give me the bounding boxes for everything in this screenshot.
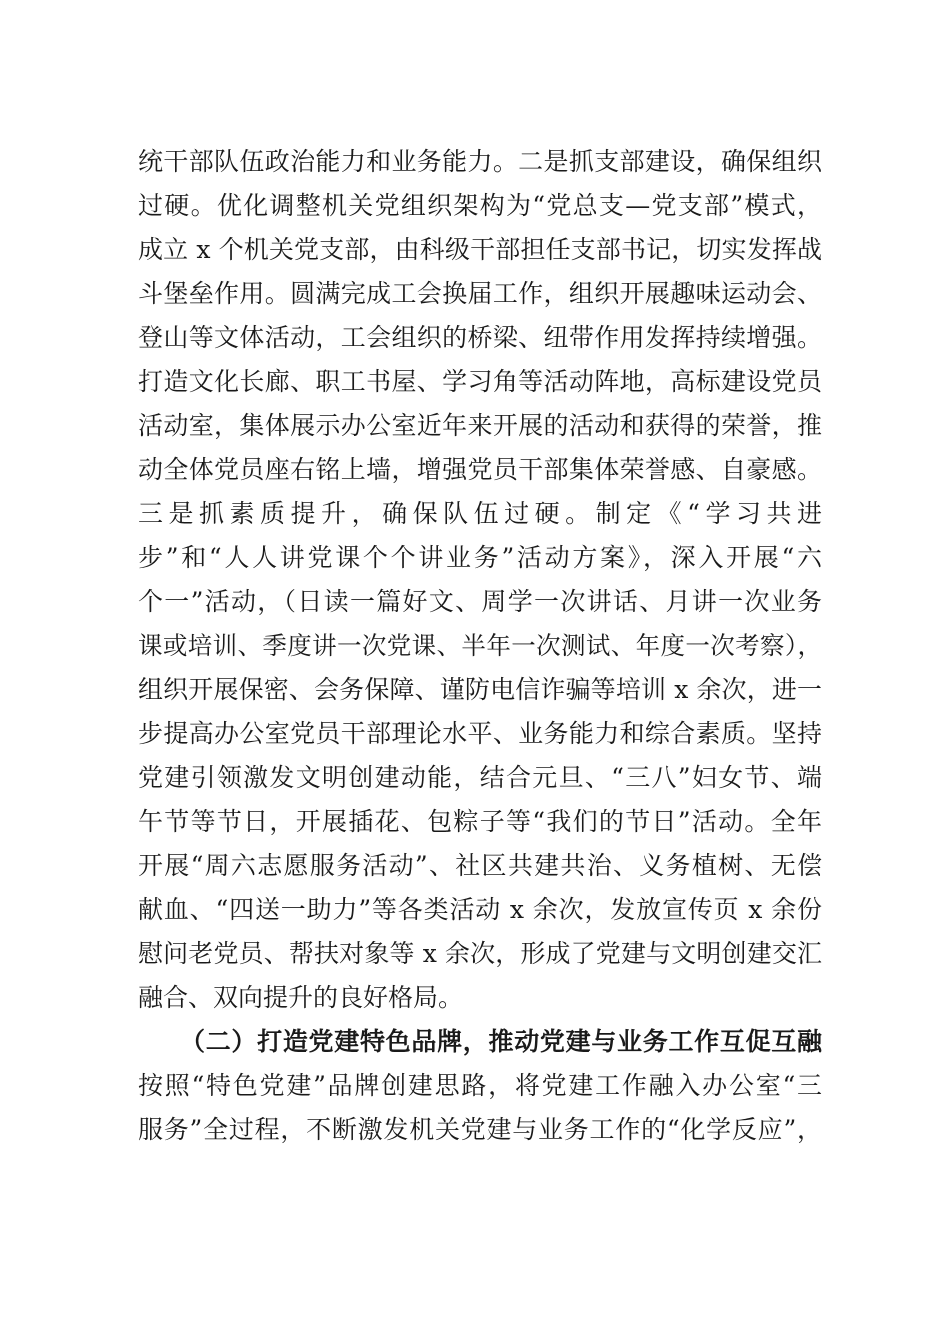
text-line-14: 步提高办公室党员干部理论水平、业务能力和综合素质。坚持 — [138, 719, 822, 748]
text-line-11: 个一”活动，（日读一篇好文、周学一次讲话、月讲一次业务 — [138, 587, 822, 616]
text-line-5: 登山等文体活动，工会组织的桥梁、纽带作用发挥持续增强。 — [138, 323, 822, 352]
text-line-21: 按照“特色党建”品牌创建思路，将党建工作融入办公室“三 — [138, 1071, 822, 1100]
text-line-6: 打造文化长廊、职工书屋、学习角等活动阵地，高标建设党员 — [138, 367, 822, 396]
text-line-12: 课或培训、季度讲一次党课、半年一次测试、年度一次考察）， — [138, 631, 822, 660]
text-line-19: 慰问老党员、帮扶对象等 x 余次，形成了党建与文明创建交汇 — [138, 939, 822, 968]
text-line-16: 午节等节日，开展插花、包粽子等“我们的节日”活动。全年 — [138, 807, 822, 836]
text-line-10: 步”和“人人讲党课个个讲业务”活动方案》，深入开展“六 — [138, 543, 822, 572]
text-line-22: 服务”全过程，不断激发机关党建与业务工作的“化学反应”， — [138, 1115, 822, 1144]
section-heading: （二）打造党建特色品牌，推动党建与业务工作互促互融 — [180, 1027, 822, 1056]
text-line-8: 动全体党员座右铭上墙，增强党员干部集体荣誉感、自豪感。 — [138, 455, 822, 484]
text-line-4: 斗堡垒作用。圆满完成工会换届工作，组织开展趣味运动会、 — [138, 279, 822, 308]
text-line-13: 组织开展保密、会务保障、谨防电信诈骗等培训 x 余次，进一 — [138, 675, 822, 704]
text-line-1: 统干部队伍政治能力和业务能力。二是抓支部建设，确保组织 — [138, 147, 822, 176]
text-line-17: 开展“周六志愿服务活动”、社区共建共治、义务植树、无偿 — [138, 851, 822, 880]
text-line-2: 过硬。优化调整机关党组织架构为“党总支—党支部”模式， — [138, 191, 822, 220]
text-line-18: 献血、“四送一助力”等各类活动 x 余次，发放宣传页 x 余份 — [138, 895, 822, 924]
text-line-3: 成立 x 个机关党支部，由科级干部担任支部书记，切实发挥战 — [138, 235, 822, 264]
text-line-15: 党建引领激发文明创建动能，结合元旦、“三八”妇女节、端 — [138, 763, 822, 792]
text-line-7: 活动室，集体展示办公室近年来开展的活动和获得的荣誉，推 — [138, 411, 822, 440]
text-line-9: 三是抓素质提升，确保队伍过硬。制定《“学习共进 — [138, 499, 822, 528]
text-line-20: 融合、双向提升的良好格局。 — [138, 983, 464, 1012]
